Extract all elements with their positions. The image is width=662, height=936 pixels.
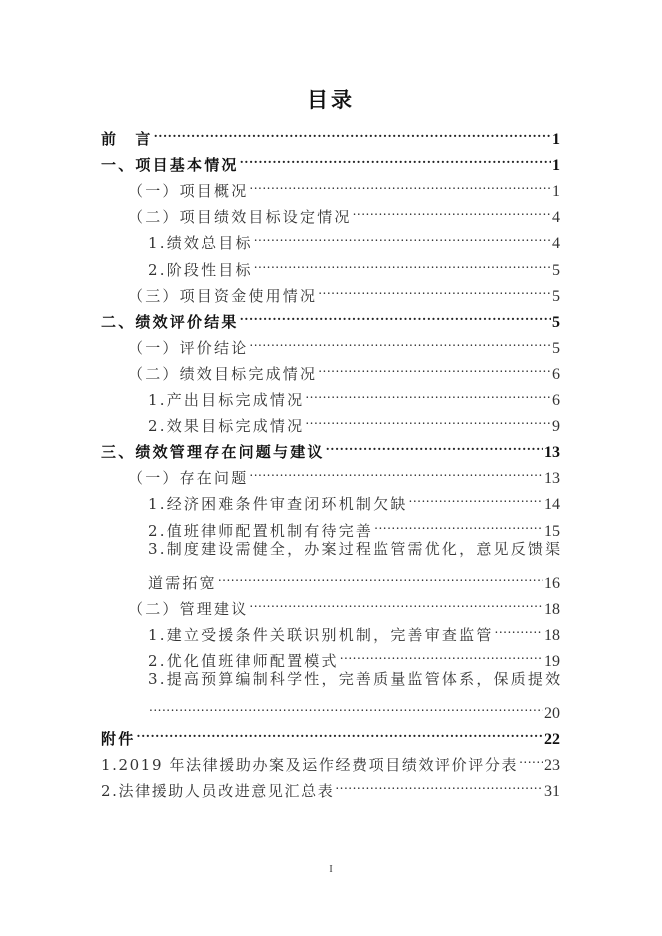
toc-entry-page: 14 <box>544 496 560 514</box>
dot-leader <box>409 483 543 509</box>
dot-leader <box>249 588 543 614</box>
toc-entry-label: （三）项目资金使用情况 <box>128 286 318 305</box>
toc-entry-page: 1 <box>552 131 560 149</box>
dot-leader <box>318 275 551 301</box>
dot-leader <box>318 353 551 379</box>
dot-leader <box>335 770 543 796</box>
toc-entry-page: 5 <box>552 287 560 305</box>
toc-entry-label: 1.产出目标完成情况 <box>148 391 305 410</box>
toc-entry-3-1-3[interactable] <box>101 536 563 592</box>
toc-entry-page: 31 <box>544 783 560 801</box>
toc-entry-page: 19 <box>544 652 560 670</box>
toc-entry-label-line2: 道需拓宽 <box>148 573 217 592</box>
toc-entry-page: 6 <box>552 365 560 383</box>
toc-entry-page: 15 <box>544 522 560 540</box>
toc-entry-page: 22 <box>544 731 560 749</box>
toc-entry-page: 4 <box>552 209 560 227</box>
toc-entry-label: （二）管理建议 <box>128 599 249 618</box>
toc-entry-label: （二）项目绩效目标设定情况 <box>128 208 352 227</box>
toc-entry-label: 2.法律援助人员改进意见汇总表 <box>101 782 335 801</box>
toc-entry-page: 23 <box>544 757 560 775</box>
toc-entry-label: 1.绩效总目标 <box>148 234 253 253</box>
page-number: I <box>329 864 333 875</box>
toc-entry-label: 二、绩效评价结果 <box>101 312 239 331</box>
toc-entry-label: 2.优化值班律师配置模式 <box>148 651 339 670</box>
dot-leader <box>305 379 551 405</box>
toc-entry-preface[interactable] <box>101 118 560 149</box>
toc-entry-page: 1 <box>552 157 560 175</box>
page-title: 目录 <box>307 87 355 112</box>
dot-leader <box>240 144 551 170</box>
toc-entry-page: 13 <box>544 444 560 462</box>
toc-entry-label-line1: 3.制度建设需健全，办案过程监管需优化，意见反馈渠 <box>148 539 563 558</box>
toc-entry-page: 18 <box>544 626 560 644</box>
toc-entry-continuation <box>101 562 560 592</box>
toc-entry-label: 2.阶段性目标 <box>148 260 253 279</box>
toc-entry-page: 5 <box>552 261 560 279</box>
toc-entry-page: 4 <box>552 235 560 253</box>
toc-entry-page: 16 <box>544 574 560 592</box>
toc-entry-page: 5 <box>552 313 560 331</box>
toc-entry-label: 1.建立受援条件关联识别机制，完善审查监管 <box>148 625 494 644</box>
toc-entry-label: 2.值班律师配置机制有待完善 <box>148 521 374 540</box>
toc-entry-label: 附件 <box>101 730 136 749</box>
dot-leader <box>353 196 551 222</box>
toc-entry-label: 三、绩效管理存在问题与建议 <box>101 443 325 462</box>
dot-leader <box>249 457 543 483</box>
dot-leader <box>249 170 551 196</box>
toc-entry-label: 1.经济困难条件审查闭环机制欠缺 <box>148 495 408 514</box>
toc-entry-page: 6 <box>552 392 560 410</box>
toc-entry-label: 1.2019 年法律援助办案及运作经费项目绩效评价评分表 <box>101 756 519 775</box>
dot-leader <box>519 744 543 770</box>
dot-leader <box>154 118 551 144</box>
toc-entry-continuation <box>101 692 560 723</box>
dot-leader <box>136 718 543 744</box>
toc-entry-label: （二）绩效目标完成情况 <box>128 364 318 383</box>
toc-entry-label: （一）项目概况 <box>128 182 249 201</box>
toc-entry-label-line1: 3.提高预算编制科学性，完善质量监管体系，保质提效 <box>148 669 563 688</box>
toc-entry-label: 前 言 <box>101 130 153 149</box>
toc-entry-label: 2.效果目标完成情况 <box>148 417 305 436</box>
dot-leader <box>495 614 543 640</box>
toc-entry-label: （一）存在问题 <box>128 469 249 488</box>
toc-entry-page: 13 <box>544 470 560 488</box>
toc-entry-label: 一、项目基本情况 <box>101 156 239 175</box>
dot-leader <box>249 327 551 353</box>
dot-leader <box>374 509 543 535</box>
toc-entry-page: 18 <box>544 600 560 618</box>
dot-leader <box>254 222 551 248</box>
toc-entry-page: 9 <box>552 418 560 436</box>
dot-leader <box>149 692 543 718</box>
dot-leader <box>254 248 551 274</box>
dot-leader <box>326 431 543 457</box>
toc-entry-page: 5 <box>552 339 560 357</box>
dot-leader <box>305 405 551 431</box>
toc-entry-appendix[interactable] <box>101 718 560 749</box>
toc-entry-3-2-3[interactable] <box>101 666 563 723</box>
dot-leader <box>340 640 543 666</box>
toc-entry-appendix-1[interactable] <box>101 744 560 775</box>
toc-entry-page: 1 <box>552 183 560 201</box>
toc-entry-label: （一）评价结论 <box>128 338 249 357</box>
dot-leader <box>218 562 543 588</box>
toc-entry-section-1[interactable] <box>101 144 560 175</box>
table-of-contents <box>101 118 563 801</box>
dot-leader <box>240 301 551 327</box>
toc-entry-page: 20 <box>544 705 560 723</box>
